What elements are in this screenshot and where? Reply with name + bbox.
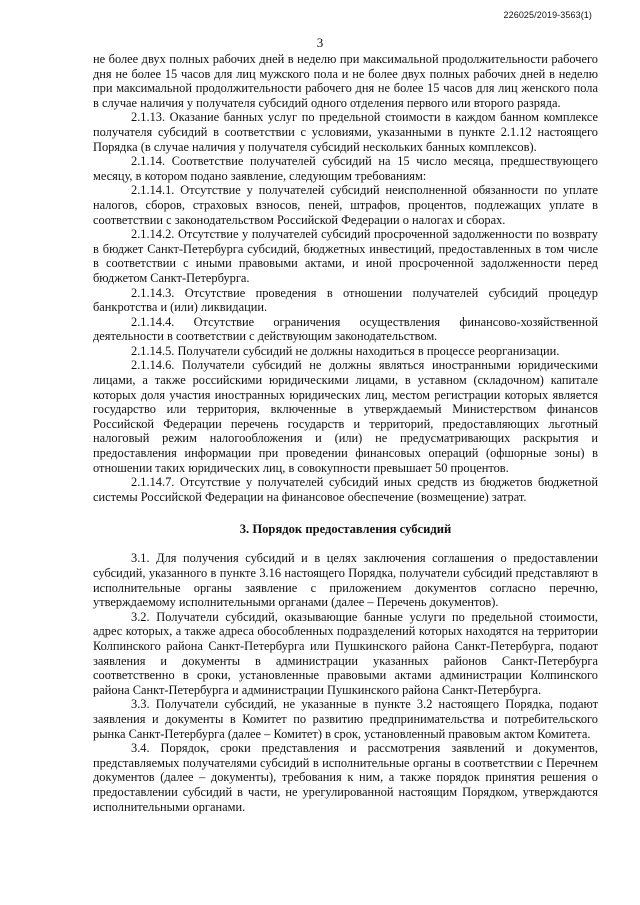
page-number: 3	[316, 35, 324, 50]
paragraph: 2.1.14.5. Получатели субсидий не должны находиться в процессе реорганизации.	[131, 343, 560, 358]
paragraph: 2.1.14.2. Отсутствие у получателей субсидий просроченной задолженности по возврату в бюджет Санкт-Петербурга субсидий, бюджетных инвестиций, предоставленных в том числе в соответствии с иными правовыми актами, и иной просроченной задолженности перед бюджетом Санкт-Петербурга.	[93, 227, 598, 285]
paragraph: 2.1.14.3. Отсутствие проведения в отношении получателей субсидий процедур банкротства и (или) ликвидации.	[93, 285, 598, 315]
document-body	[93, 52, 598, 814]
document-id: 226025/2019-3563(1)	[503, 10, 592, 20]
paragraph: 3.3. Получатели субсидий, не указанные в пункте 3.2 настоящего Порядка, подают заявления и документы в Комитет по развитию предпринимательства и потребительского рынка Санкт-Петербурга (далее – Комитет) в срок, установленный правовым актом Комитета.	[93, 697, 598, 741]
paragraph: 2.1.14.1. Отсутствие у получателей субсидий неисполненной обязанности по уплате налогов, сборов, страховых взносов, пеней, штрафов, процентов, подлежащих уплате в соответствии с законодательством Российской Федерации о налогах и сборах.	[93, 183, 598, 227]
paragraph: не более двух полных рабочих дней в неделю при максимальной продолжительности рабочего дня не более 15 часов для лиц мужского пола и не более двух полных рабочих дней в неделю при максимальной продолжительности рабочего дня не более 15 часов для лиц женского пола в случае наличия у получателя субсидий одного отделения первого или второго разряда.	[93, 52, 598, 110]
paragraph: 3.1. Для получения субсидий и в целях заключения соглашения о предоставлении субсидий, указанного в пункте 3.16 настоящего Порядка, получатели субсидий представляют в исполнительные органы заявление с приложением документов согласно перечню, утверждаемому исполнительными органами (далее – Перечень документов).	[93, 551, 598, 610]
paragraph: 2.1.14.4. Отсутствие ограничения осуществления финансово-хозяйственной деятельности в соответствии с действующим законодательством.	[93, 314, 598, 344]
paragraph: 2.1.14.6. Получатели субсидий не должны являться иностранными юридическими лицами, а также российскими юридическими лицами, в уставном (складочном) капитале которых доля участия иностранных юридических лиц, местом регистрации которых является государство или территория, включенные в утверждаемый Министерством финансов Российской Федерации перечень государств и территорий, предоставляющих льготный налоговый режим налогообложения и (или) не предусматривающих раскрытия и предоставления информации при проведении финансовых операций (офшорные зоны) в отношении таких юридических лиц, в совокупности превышает 50 процентов.	[93, 358, 598, 475]
paragraph: 3.2. Получатели субсидий, оказывающие банные услуги по предельной стоимости, адрес которых, а также адреса обособленных подразделений которых находятся на территории Колпинского района Санкт-Петербурга или Пушкинского района Санкт-Петербурга, подают заявления и документы в администрации указанных районов Санкт-Петербурга соответственно в сроки, установленные правовыми актами администрации Колпинского района Санкт-Петербурга и администрации Пушкинского района Санкт-Петербурга.	[93, 609, 598, 697]
paragraph: 2.1.13. Оказание банных услуг по предельной стоимости в каждом банном комплексе получателя субсидий в соответствии с условиями, указанными в пункте 2.1.12 настоящего Порядка (в случае наличия у получателя субсидий нескольких банных комплексов).	[93, 110, 598, 154]
paragraph: 3.4. Порядок, сроки представления и рассмотрения заявлений и документов, представляемых получателями субсидий в исполнительные органы в соответствии с Перечнем документов (далее – документы), требования к ним, а также порядок принятия решения о предоставлении субсидий в части, не урегулированной настоящим Порядком, утверждаются исполнительными органами.	[93, 741, 598, 814]
section-heading: 3. Порядок предоставления субсидий	[239, 522, 452, 537]
paragraph: 2.1.14.7. Отсутствие у получателей субсидий иных средств из бюджетов бюджетной системы Российской Федерации на финансовое обеспечение (возмещение) затрат.	[93, 475, 598, 504]
paragraph: 2.1.14. Соответствие получателей субсидий на 15 число месяца, предшествующего месяцу, в котором подано заявление, следующим требованиям:	[93, 154, 598, 183]
